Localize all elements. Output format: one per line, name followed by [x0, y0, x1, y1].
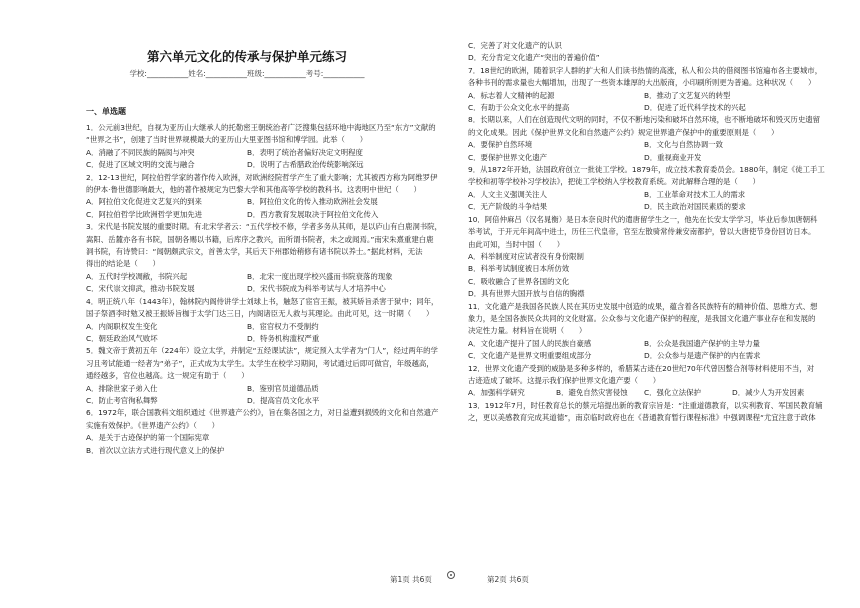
option-row [86, 209, 408, 221]
question-line: 的文化成果。因此《保护世界文化和自然遗产公约》规定世界遗产保护中的重要原则是（ ） [468, 127, 779, 137]
page-title: 第六单元文化的传承与保护单元练习 [146, 49, 347, 64]
student-info-line: 学校:___________姓名:___________班级:___________考号:___________ [129, 69, 365, 78]
question-line: 的伊本·鲁世德影响最大，他的著作被规定为巴黎大学和其他高等学校的教科书。这表明中世纪（ ） [86, 185, 421, 195]
question-line: 学校和初等学校补习学校法》，把徒工学校纳入学校教育系统。对此解释合理的是（ ） [468, 177, 760, 187]
question-line: 由此可知，当时中国（ ） [468, 239, 565, 249]
option-text: D．公众参与是遗产保护的内在需求 [644, 351, 761, 361]
option-text: D．减少人为开发因素 [732, 388, 805, 398]
question-line: 得出的结论是（ ） [86, 259, 160, 269]
question-line: 9．从1872年开始，法国政府创立一批徒工学校。1879年，成立技术教育委员会。1880年，制定《徒工手工 [468, 165, 825, 175]
question-line: 举考试，于开元年间高中进士，历任三代皇帝，官至左散骑常侍兼安南都护，曾以大唐使节身份回访日本。 [468, 227, 816, 237]
question-line: 洞书院，有诗赞曰：“闻朝颇武宗文，首善太学，其后天下州郡始稍修有诸书院以养士。”据此材料，无法 [86, 247, 423, 257]
option-text: B．工业革命对技术工人的需求 [644, 189, 746, 199]
option-text: B．避免自然灾害侵蚀 [556, 388, 628, 398]
binding-circle-icon [447, 571, 455, 579]
option-text: C．文化遗产是世界文明重要组成部分 [468, 351, 592, 361]
option-text: A．阿拉伯文化促进文艺复兴的到来 [86, 197, 202, 207]
question-line: 12．世界文化遗产受到的威胁是多种多样的，希腊某古迹在20世纪70年代曾因整合剂等材料使用不当，对 [468, 363, 815, 373]
question-line: 5．魏文帝于黄初五年（224年）设立太学，并制定“五经课试法”，规定预入太学者为“门人”，经过两年的学 [86, 346, 438, 356]
question-line: 决定性力量。材料旨在说明（ ） [468, 326, 587, 336]
question-line: 通经越多，官位也越高。这一规定有助于（ ） [86, 371, 249, 381]
option-text: A．标志着人文精神的起源 [468, 90, 555, 100]
question-line: 3．宋代是书院发展的重要时期。有北宋学者云：“五代学校不修，学者多务从其师，是以庐山有白鹿洞书院， [86, 222, 442, 232]
right-page [430, 0, 860, 608]
option-text: B．表明了统治者偏好决定文明程度 [247, 147, 363, 157]
option-text: C．有助于公众文化水平的提高 [468, 103, 570, 113]
option-row [86, 383, 408, 395]
option-text: C．要保护世界文化遗产 [468, 152, 548, 162]
option-text: A．消融了不同民族的隔阂与冲突 [86, 147, 195, 157]
option-text: B．阿拉伯文化的传入推动欧洲社会发展 [247, 197, 378, 207]
question-line: 实施有效保护。《世界遗产公约》（ ） [86, 420, 220, 430]
option-row [86, 159, 408, 171]
question-line: 4．明正统八年（1443年），翰林院内阁侍讲学士刘球上书，触怒了宦官王振，被其矫旨杀害于狱中；同年， [86, 296, 439, 306]
question-line: A．是关于古迹保护的第一个国际宪章 [86, 433, 210, 443]
option-row [86, 271, 408, 283]
option-text: D．说明了古希腊政治传统影响深远 [247, 160, 364, 170]
page-number-right: 第2页 共6页 [487, 575, 529, 584]
option-row [468, 102, 820, 114]
option-row [86, 321, 408, 333]
question-line: “世界之书”，创建了当时世界规模最大的亚历山大里亚图书馆和博学园。此举（ ） [86, 135, 368, 145]
question-line: 国子祭酒李时勉又被王振矫旨枷于太学门达三日，内阁诸臣无人救与其理论。由此可见，这一时期（ ） [86, 309, 434, 319]
option-row [86, 395, 408, 407]
option-text: C．朝廷政治风气败坏 [86, 333, 158, 343]
question-line: 6．1972年，联合国教科文组织通过《世界遗产公约》，旨在集各国之力，对日益遭到损毁的文化和自然遗产 [86, 408, 439, 418]
option-text: D．重视商业开发 [644, 152, 702, 162]
question-line: 11．文化遗产是我国各民族人民在其历史发展中创造的成果，蕴含着各民族特有的精神价值、思维方式、想 [468, 301, 818, 311]
option-text: D．宋代书院成为科举考试与人才培养中心 [247, 284, 386, 294]
option-text: B．公众是我国遗产保护的主导力量 [644, 338, 760, 348]
option-text: B．文化与自然协调一致 [644, 140, 723, 150]
question-line: 2．12-13世纪，阿拉伯哲学家的著作传入欧洲，对欧洲经院哲学产生了重大影响；尤其被西方称为阿维罗伊 [86, 172, 438, 182]
question-line: 1．公元前3世纪，自视为亚历山大继承人的托勒密王朝统治者广泛搜集包括环地中海地区乃至“东方”文献的 [86, 123, 436, 132]
question-line: 嵩阳、岳麓亦各有书院，国朝各赐以书籍，后库序之教兴，而所谓书院者，未之或闻焉。”南宋朱熹重建白鹿 [86, 234, 434, 244]
option-text: D．西方教育发展取决于阿拉伯文化传入 [247, 209, 379, 219]
option-text: C．阿拉伯哲学比欧洲哲学更加先进 [86, 209, 203, 219]
option-text: A．排除世家子弟入仕 [86, 383, 158, 393]
question-line: 13．1912年7月，时任教育总长的蔡元培提出新的教育宗旨是：“注重道德教育，以实利教育、军国民教育辅 [468, 400, 823, 410]
question-line: D．充分肯定文化遗产“突出的普遍价值” [468, 53, 600, 63]
question-line: 8．长期以来，人们在创造现代文明的同时，不仅不断地污染和破坏自然环境，也不断地破坏和毁灭历史遗留 [468, 115, 821, 125]
option-text: B．鉴别官员道德品质 [247, 383, 319, 393]
option-text: A．文化遗产提升了国人的民族自豪感 [468, 338, 592, 348]
option-row [468, 201, 820, 213]
option-text: B．推动了文艺复兴的转型 [644, 90, 731, 100]
option-row [468, 338, 820, 350]
question-line: C．完善了对文化遗产的认识 [468, 41, 562, 50]
option-text: D．提高官员文化水平 [247, 395, 320, 405]
question-line: A．科举制度对应试者没有身份限制 [468, 251, 584, 261]
option-row [86, 283, 408, 295]
question-line: 10．阿倍仲麻吕（汉名晁衡）是日本奈良时代的遣唐留学生之一，他先在长安太学学习，毕业后参加唐朝科 [468, 214, 818, 224]
question-line: D．具有世界大国开放与自信的胸襟 [468, 289, 585, 299]
option-text: C．防止考官徇私舞弊 [86, 395, 158, 405]
option-text: D．特务机构滥权严重 [247, 333, 320, 343]
option-text: A．人文主义强调关注人 [468, 189, 547, 199]
question-line: 各种书刊的需求量也大幅增加，出现了一些资本雄厚的大出版商，小印刷所则更为普遍。这种状况（ ） [468, 78, 816, 88]
right-question-area [468, 40, 825, 425]
option-text: C．促进了区域文明的交流与融合 [86, 160, 195, 170]
question-line: 7．18世纪的欧洲，随着识字人群的扩大和人们读书热情的高涨，私人和公共的借阅图书馆遍布各主要城市， [468, 65, 823, 75]
option-text: D．促进了近代科学技术的兴起 [644, 103, 746, 113]
option-row [468, 152, 820, 164]
option-row [86, 333, 408, 345]
option-row [86, 147, 408, 159]
question-line: 古迹造成了破坏。这提示我们保护世界文化遗产要（ ） [468, 375, 661, 385]
option-row [468, 189, 820, 201]
question-line: 习且考试能通一经者为“弟子”，正式成为太学生。太学生在校学习期间，考试通过后即可做官，年级越高， [86, 358, 434, 368]
option-text: A．加强科学研究 [468, 388, 525, 398]
option-row [468, 139, 820, 151]
question-line: C．吸收融合了世界各国的文化 [468, 276, 570, 286]
option-text: D．民主政治对国民素质的要求 [644, 202, 746, 212]
question-line: 之，更以美感教育完成其道德”，南京临时政府也在《普通教育暂行课程标准》中强调课程“尤宜注意于政体 [468, 413, 816, 423]
option-text: B．宦官权力不受制约 [247, 321, 319, 331]
option-row [86, 196, 408, 208]
question-line: 象力，是全国各族民众共同的文化财富。公众参与文化遗产保护的程度，是我国文化遗产事业存在和发展的 [468, 313, 816, 323]
option-row [468, 387, 820, 399]
option-row [468, 350, 820, 362]
left-question-area [86, 122, 442, 457]
option-text: C．无产阶级的斗争结果 [468, 202, 548, 212]
option-text: C．宋代崇文抑武，推动书院发展 [86, 284, 195, 294]
question-line: B．首次以立法方式进行现代意义上的保护 [86, 445, 225, 455]
option-text: C．强化立法保护 [644, 388, 701, 398]
option-text: A．要保护自然环境 [468, 140, 533, 150]
option-row [468, 90, 820, 102]
section-title: 一、单选题 [86, 107, 126, 116]
question-line: B．科举考试制度被日本所仿效 [468, 264, 570, 274]
option-text: B．北宋一度出现学校兴盛而书院衰落的现象 [247, 271, 393, 281]
option-text: A．五代时学校凋敝，书院兴起 [86, 271, 188, 281]
option-text: A．内阁职权发生变化 [86, 321, 158, 331]
page-number-left: 第1页 共6页 [390, 575, 432, 584]
